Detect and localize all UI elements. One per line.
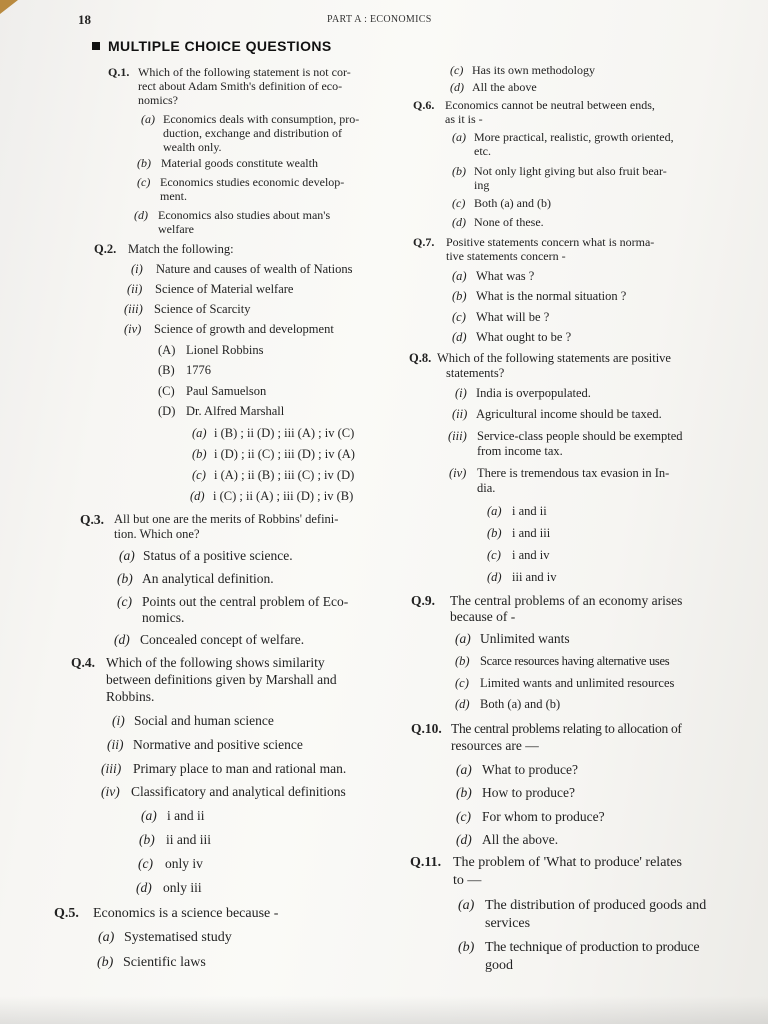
- match-label: (B): [158, 363, 175, 377]
- option-text: The distribution of produced goods and: [485, 898, 707, 913]
- question-number: Q.4.: [71, 655, 96, 670]
- option-text: Limited wants and unlimited resources: [480, 676, 675, 690]
- question-text: All but one are the merits of Robbins' defini-: [114, 512, 339, 526]
- item-text: Nature and causes of wealth of Nations: [156, 262, 353, 276]
- option-text: An analytical definition.: [142, 571, 274, 586]
- item-text: Primary place to man and rational man.: [133, 761, 347, 776]
- match-text: Dr. Alfred Marshall: [186, 404, 285, 418]
- question-text: statements?: [446, 366, 505, 380]
- item-text: Service-class people should be exempted: [477, 429, 683, 443]
- question-text: Economics is a science because -: [93, 906, 279, 921]
- option-text: Both (a) and (b): [480, 697, 561, 711]
- option-text: i (D) ; ii (C) ; iii (D) ; iv (A): [214, 447, 355, 461]
- question-text: The central problems of an economy arises: [450, 593, 683, 608]
- item-label: (iv): [101, 784, 120, 799]
- match-text: Lionel Robbins: [186, 343, 264, 357]
- option-text: i and iii: [512, 526, 551, 540]
- option-text: etc.: [474, 144, 491, 158]
- question-text: The problem of 'What to produce' relates: [453, 855, 682, 870]
- item-label: (i): [112, 713, 125, 728]
- option-text: Systematised study: [124, 930, 232, 945]
- option-label: (d): [452, 215, 466, 229]
- option-label: (d): [136, 880, 152, 895]
- section-title: [92, 38, 332, 54]
- option-text: Points out the central problem of Eco-: [142, 594, 349, 609]
- item-label: (iii): [448, 429, 467, 443]
- option-text: More practical, realistic, growth oriented,: [474, 130, 674, 144]
- square-bullet-icon: [92, 42, 100, 50]
- option-text: i (A) ; ii (B) ; iii (C) ; iv (D): [214, 468, 355, 482]
- option-text: All the above.: [482, 832, 559, 847]
- option-text: Scientific laws: [123, 955, 206, 970]
- option-label: (a): [455, 631, 471, 646]
- option-label: (a): [458, 898, 475, 913]
- option-label: (b): [487, 526, 502, 540]
- match-label: (D): [158, 404, 176, 418]
- option-text: i (B) ; ii (D) ; iii (A) ; iv (C): [214, 426, 355, 440]
- item-text: Classificatory and analytical definitions: [131, 784, 346, 799]
- option-text: i and ii: [167, 808, 205, 823]
- question-text: because of -: [450, 609, 516, 624]
- option-label: (a): [141, 112, 155, 126]
- option-text: What was ?: [476, 269, 535, 283]
- item-text: Normative and positive science: [133, 737, 303, 752]
- option-label: (d): [487, 570, 502, 584]
- item-label: (i): [131, 262, 143, 276]
- option-text: only iii: [163, 880, 202, 895]
- option-text: only iv: [165, 856, 203, 871]
- option-text: What is the normal situation ?: [476, 289, 627, 303]
- question-number: Q.11.: [410, 855, 442, 870]
- option-label: (d): [134, 208, 148, 222]
- option-label: (b): [452, 289, 467, 303]
- question-text: as it is -: [445, 112, 483, 126]
- question-text: tive statements concern -: [446, 249, 566, 263]
- item-label: (i): [455, 386, 467, 400]
- match-text: 1776: [186, 363, 211, 377]
- option-text: nomics.: [142, 610, 185, 625]
- option-label: (d): [452, 330, 467, 344]
- item-text: Social and human science: [134, 713, 274, 728]
- option-label: (d): [190, 489, 205, 503]
- option-label: (c): [452, 310, 466, 324]
- question-number: Q.7.: [413, 235, 435, 249]
- item-text: Science of growth and development: [154, 322, 334, 336]
- option-text: The technique of production to produce: [485, 940, 700, 955]
- option-text: How to produce?: [482, 785, 575, 800]
- option-label: (a): [192, 426, 207, 440]
- option-label: (c): [138, 856, 153, 871]
- match-label: (C): [158, 384, 175, 398]
- item-label: (iv): [449, 466, 467, 480]
- question-text: Economics cannot be neutral between ends,: [445, 98, 655, 112]
- item-label: (ii): [107, 737, 124, 752]
- option-text: For whom to produce?: [482, 809, 605, 824]
- option-label: (a): [141, 808, 157, 823]
- option-text: Economics deals with consumption, pro-: [163, 112, 360, 126]
- option-label: (c): [117, 594, 132, 609]
- option-label: (a): [487, 504, 502, 518]
- option-label: (b): [137, 156, 151, 170]
- item-label: (ii): [452, 407, 468, 421]
- page-corner-shadow: [0, 0, 18, 14]
- option-label: (b): [452, 164, 466, 178]
- question-number: Q.6.: [413, 98, 435, 112]
- question-text: to —: [453, 873, 482, 888]
- option-text: ment.: [160, 189, 187, 203]
- option-text: ii and iii: [166, 832, 211, 847]
- question-text: tion. Which one?: [114, 527, 200, 541]
- option-text: services: [485, 916, 531, 931]
- option-label: (d): [114, 632, 130, 647]
- page-number: 18: [78, 12, 91, 27]
- option-text: Concealed concept of welfare.: [140, 632, 305, 647]
- option-text: i and ii: [512, 504, 547, 518]
- question-text: Match the following:: [128, 242, 234, 256]
- option-label: (d): [455, 697, 470, 711]
- option-label: (c): [487, 548, 501, 562]
- match-text: Paul Samuelson: [186, 384, 267, 398]
- option-text: i and iv: [512, 548, 550, 562]
- question-number: Q.1.: [108, 65, 130, 79]
- option-label: (c): [192, 468, 206, 482]
- question-text: Which of the following statements are positive: [437, 351, 671, 365]
- question-number: Q.9.: [411, 593, 436, 608]
- option-label: (b): [139, 832, 155, 847]
- option-text: Status of a positive science.: [143, 548, 293, 563]
- option-text: Unlimited wants: [480, 631, 570, 646]
- option-label: (b): [192, 447, 207, 461]
- question-number: Q.10.: [411, 721, 442, 736]
- item-text: India is overpopulated.: [476, 386, 591, 400]
- question-number: Q.5.: [54, 906, 79, 921]
- option-text: What ought to be ?: [476, 330, 572, 344]
- question-text: Positive statements concern what is norma-: [446, 235, 655, 249]
- option-label: (c): [450, 63, 464, 77]
- option-label: (b): [97, 955, 114, 970]
- question-number: Q.8.: [409, 351, 432, 365]
- option-text: What will be ?: [476, 310, 550, 324]
- option-text: All the above: [472, 80, 537, 94]
- option-label: (b): [117, 571, 133, 586]
- question-number: Q.2.: [94, 242, 117, 256]
- option-label: (a): [452, 130, 466, 144]
- item-text: from income tax.: [477, 444, 563, 458]
- option-text: None of these.: [474, 215, 544, 229]
- item-label: (iii): [101, 761, 122, 776]
- option-label: (b): [456, 785, 472, 800]
- option-text: good: [485, 958, 513, 973]
- item-label: (iii): [124, 302, 143, 316]
- option-label: (c): [452, 196, 466, 210]
- option-text: Not only light giving but also fruit bear-: [474, 164, 667, 178]
- option-text: Both (a) and (b): [474, 196, 551, 210]
- question-text: Which of the following statement is not cor-: [138, 65, 351, 79]
- option-text: i (C) ; ii (A) ; iii (D) ; iv (B): [213, 489, 354, 503]
- option-label: (a): [456, 762, 472, 777]
- question-number: Q.3.: [80, 512, 105, 527]
- match-label: (A): [158, 343, 176, 357]
- item-text: There is tremendous tax evasion in In-: [477, 466, 670, 480]
- section-title-text: MULTIPLE CHOICE QUESTIONS: [108, 38, 332, 54]
- question-text: nomics?: [138, 93, 178, 107]
- option-text: Material goods constitute wealth: [161, 156, 318, 170]
- option-label: (a): [98, 930, 115, 945]
- option-text: Has its own methodology: [472, 63, 595, 77]
- item-text: dia.: [477, 481, 496, 495]
- option-text: Economics studies economic develop-: [160, 175, 345, 189]
- question-text: Which of the following shows similarity: [106, 655, 325, 670]
- option-text: iii and iv: [512, 570, 557, 584]
- running-title: PART A : ECONOMICS: [327, 14, 432, 25]
- item-text: Science of Material welfare: [155, 282, 294, 296]
- question-text: rect about Adam Smith's definition of eco-: [138, 79, 343, 93]
- item-text: Science of Scarcity: [154, 302, 251, 316]
- item-label: (iv): [124, 322, 142, 336]
- question-text: The central problems relating to allocation of: [451, 721, 682, 736]
- page-bottom-shadow: [0, 996, 768, 1024]
- option-text: ing: [474, 178, 490, 192]
- option-label: (a): [452, 269, 467, 283]
- question-text: Robbins.: [106, 689, 155, 704]
- item-text: Agricultural income should be taxed.: [476, 407, 662, 421]
- option-text: What to produce?: [482, 762, 578, 777]
- option-label: (b): [458, 940, 475, 955]
- option-label: (d): [456, 832, 472, 847]
- option-label: (a): [119, 548, 135, 563]
- question-text: between definitions given by Marshall and: [106, 672, 337, 687]
- option-text: duction, exchange and distribution of: [163, 126, 342, 140]
- option-label: (c): [137, 175, 151, 189]
- option-label: (b): [455, 654, 470, 668]
- option-text: wealth only.: [163, 140, 222, 154]
- option-label: (d): [450, 80, 464, 94]
- option-label: (c): [455, 676, 469, 690]
- item-label: (ii): [127, 282, 143, 296]
- option-label: (c): [456, 809, 471, 824]
- option-text: Economics also studies about man's: [158, 208, 331, 222]
- question-text: resources are —: [451, 738, 539, 753]
- option-text: Scarce resources having alternative uses: [480, 654, 670, 668]
- option-text: welfare: [158, 222, 194, 236]
